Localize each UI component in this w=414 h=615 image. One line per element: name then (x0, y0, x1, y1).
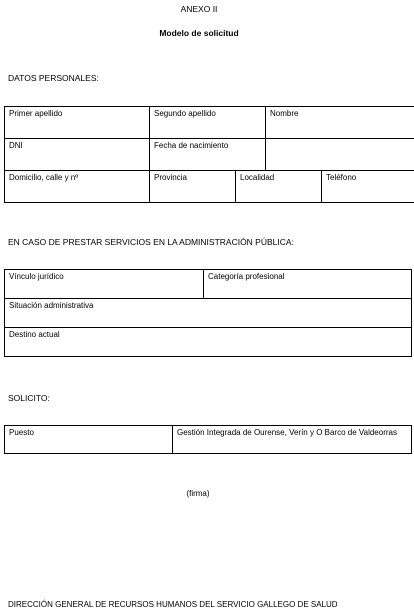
destino-actual-field[interactable]: Destino actual (5, 328, 412, 357)
dni-field[interactable]: DNI (5, 139, 150, 171)
personal-data-heading: DATOS PERSONALES: (8, 73, 99, 83)
primer-apellido-field[interactable]: Primer apellido (5, 107, 150, 139)
service-heading: EN CASO DE PRESTAR SERVICIOS EN LA ADMINISTRACIÓN PÚBLICA: (8, 237, 294, 247)
service-table (4, 269, 412, 357)
empty-field[interactable] (266, 139, 414, 171)
segundo-apellido-field[interactable]: Segundo apellido (150, 107, 266, 139)
form-title: Modelo de solicitud (159, 28, 239, 38)
provincia-field[interactable]: Provincia (150, 171, 236, 203)
nombre-field[interactable]: Nombre (266, 107, 414, 139)
signature-label: (firma) (186, 489, 210, 498)
gestion-field[interactable]: Gestión Integrada de Ourense, Verín y O Barco de Valdeorras (173, 426, 412, 454)
request-table (4, 425, 412, 454)
situacion-administrativa-field[interactable]: Situación administrativa (5, 299, 412, 328)
localidad-field[interactable]: Localidad (236, 171, 322, 203)
puesto-field[interactable]: Puesto (5, 426, 173, 454)
footer-text: DIRECCIÓN GENERAL DE RECURSOS HUMANOS DEL SERVICIO GALLEGO DE SALUD (8, 600, 338, 609)
vinculo-juridico-field[interactable]: Vínculo jurídico (5, 270, 204, 299)
domicilio-field[interactable]: Domicilio, calle y nº (5, 171, 150, 203)
telefono-field[interactable]: Teléfono (322, 171, 414, 203)
request-heading: SOLICITO: (8, 393, 50, 403)
annex-title: ANEXO II (180, 4, 218, 14)
personal-data-table (4, 106, 414, 203)
categoria-profesional-field[interactable]: Categoría profesional (204, 270, 412, 299)
fecha-nacimiento-field[interactable]: Fecha de nacimiento (150, 139, 266, 171)
